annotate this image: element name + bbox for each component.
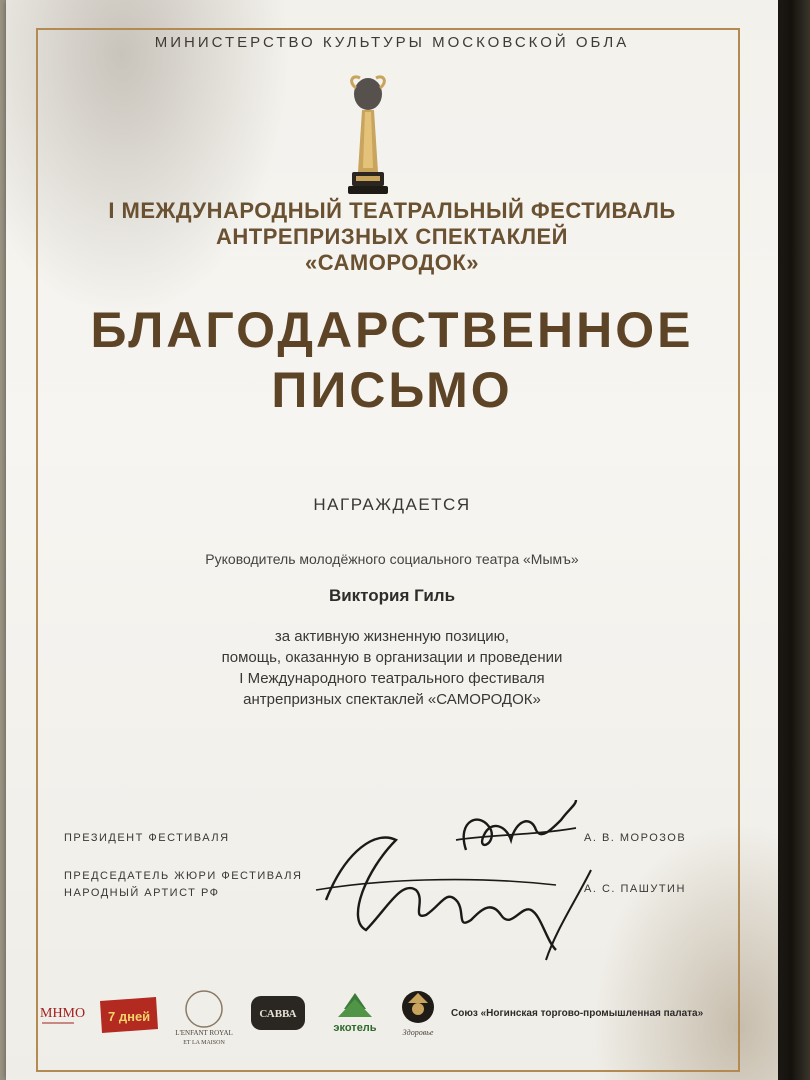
svg-text:экотель: экотель — [333, 1022, 377, 1034]
reason-line: антрепризных спектаклей «САМОРОДОК» — [243, 691, 541, 708]
president-signature — [464, 800, 576, 850]
jury-name: А. С. ПАШУТИН — [584, 883, 686, 895]
festival-title-line1: I МЕЖДУНАРОДНЫЙ ТЕАТРАЛЬНЫЙ ФЕСТИВАЛЬ — [108, 198, 676, 223]
document-title-line1: БЛАГОДАРСТВЕННОЕ — [90, 302, 694, 358]
reason-line: за активную жизненную позицию, — [274, 628, 510, 645]
union-label: Союз «Ногинская торгово-промышленная палата» — [451, 1008, 704, 1019]
reason-line: помощь, оказанную в организации и проведении — [221, 649, 563, 666]
sponsor-logos — [6, 985, 778, 1055]
awarded-label: НАГРАЖДАЕТСЯ — [313, 495, 471, 514]
mnmo-logo-icon — [36, 993, 86, 1037]
president-role: ПРЕЗИДЕНТ ФЕСТИВАЛЯ — [64, 832, 230, 844]
jury-role-line2: НАРОДНЫЙ АРТИСТ РФ — [64, 887, 220, 899]
sponsor-logo-mnmo — [36, 993, 86, 1042]
festival-title — [6, 198, 778, 276]
ekotel-logo-icon — [326, 989, 384, 1039]
jury-role-line1: ПРЕДСЕДАТЕЛЬ ЖЮРИ ФЕСТИВАЛЯ — [64, 870, 303, 882]
sponsor-logo-savva — [250, 995, 306, 1036]
recipient-name: Виктория Гиль — [328, 586, 456, 605]
sponsor-logo-zdorovye — [394, 985, 442, 1048]
svg-text:ET LA MAISON: ET LA MAISON — [183, 1040, 225, 1046]
signatures — [306, 790, 596, 970]
zdorovye-logo-icon — [394, 985, 442, 1043]
recipient-position: Руководитель молодёжного социального театра «Мымъ» — [205, 551, 579, 567]
certificate-sheet — [6, 0, 778, 1080]
document-title-line2: ПИСЬМО — [271, 362, 513, 418]
trophy-icon — [338, 72, 398, 202]
reason-line: I Международного театрального фестиваля — [239, 670, 545, 687]
savva-logo-icon — [250, 995, 306, 1031]
sponsor-logo-7days — [98, 995, 160, 1040]
festival-title-line3: «САМОРОДОК» — [304, 250, 480, 275]
sponsor-logo-enfant-royal — [172, 987, 236, 1054]
svg-text:L'ENFANT ROYAL: L'ENFANT ROYAL — [175, 1029, 233, 1037]
svg-text:Здоровье: Здоровье — [402, 1028, 434, 1037]
document-title — [6, 300, 778, 420]
ministry-header: МИНИСТЕРСТВО КУЛЬТУРЫ МОСКОВСКОЙ ОБЛА — [154, 34, 630, 51]
seven-days-logo-icon — [98, 995, 160, 1035]
svg-text:САВВА: САВВА — [259, 1008, 297, 1020]
festival-title-line2: АНТРЕПРИЗНЫХ СПЕКТАКЛЕЙ — [216, 224, 568, 249]
svg-text:7 дней: 7 дней — [108, 1009, 151, 1024]
president-name: А. В. МОРОЗОВ — [584, 832, 687, 844]
sponsor-logo-ekotel — [326, 989, 384, 1044]
enfant-royal-logo-icon — [172, 987, 236, 1049]
award-reason — [6, 626, 778, 710]
svg-text:МНМО: МНМО — [40, 1006, 86, 1021]
jury-signature — [326, 838, 556, 951]
